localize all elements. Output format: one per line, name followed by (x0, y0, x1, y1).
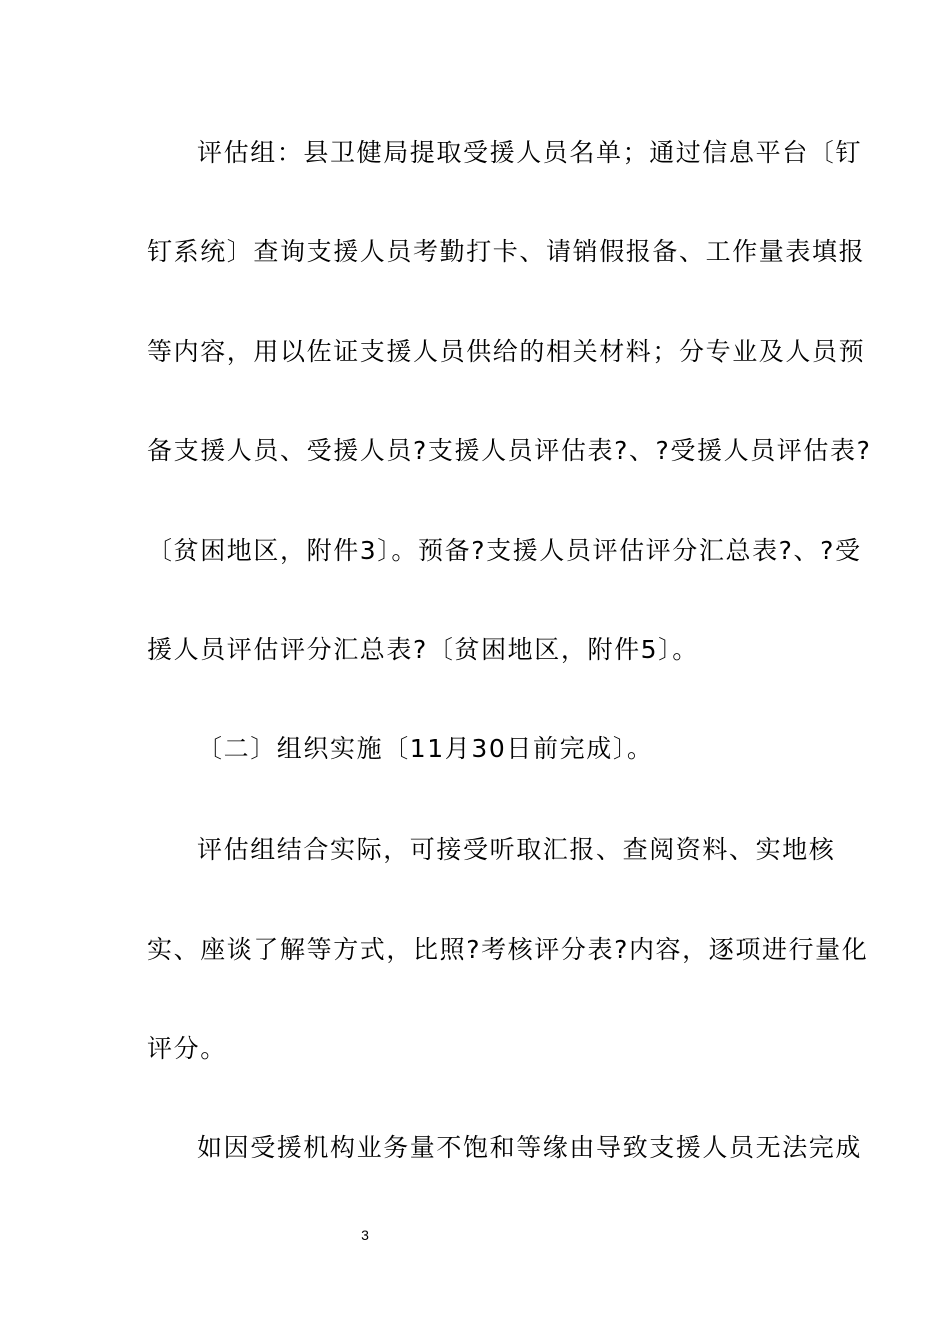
paragraph-line-9: 评分。 (147, 1034, 227, 1063)
paragraph-line-4: 备支援人员、受援人员?支援人员评估表?、?受援人员评估表? (147, 436, 872, 465)
paragraph-line-6: 援人员评估评分汇总表?〔贫困地区，附件5〕。 (147, 635, 699, 664)
paragraph-line-2: 钉系统〕查询支援人员考勤打卡、请销假报备、工作量表填报 (147, 237, 866, 266)
paragraph-line-10: 如因受援机构业务量不饱和等缘由导致支援人员无法完成 (197, 1133, 863, 1162)
paragraph-line-7: 评估组结合实际，可接受听取汇报、查阅资料、实地核 (197, 835, 836, 864)
paragraph-line-8: 实、座谈了解等方式，比照?考核评分表?内容，逐项进行量化 (147, 935, 869, 964)
paragraph-line-1: 评估组：县卫健局提取受援人员名单；通过信息平台〔钉 (197, 138, 863, 167)
section-heading: 〔二〕组织实施〔11月30日前完成〕。 (197, 734, 654, 763)
paragraph-line-5: 〔贫困地区，附件3〕。预备?支援人员评估评分汇总表?、?受 (147, 536, 862, 565)
paragraph-line-3: 等内容，用以佐证支援人员供给的相关材料；分专业及人员预 (147, 337, 866, 366)
page-number: 3 (361, 1227, 369, 1243)
